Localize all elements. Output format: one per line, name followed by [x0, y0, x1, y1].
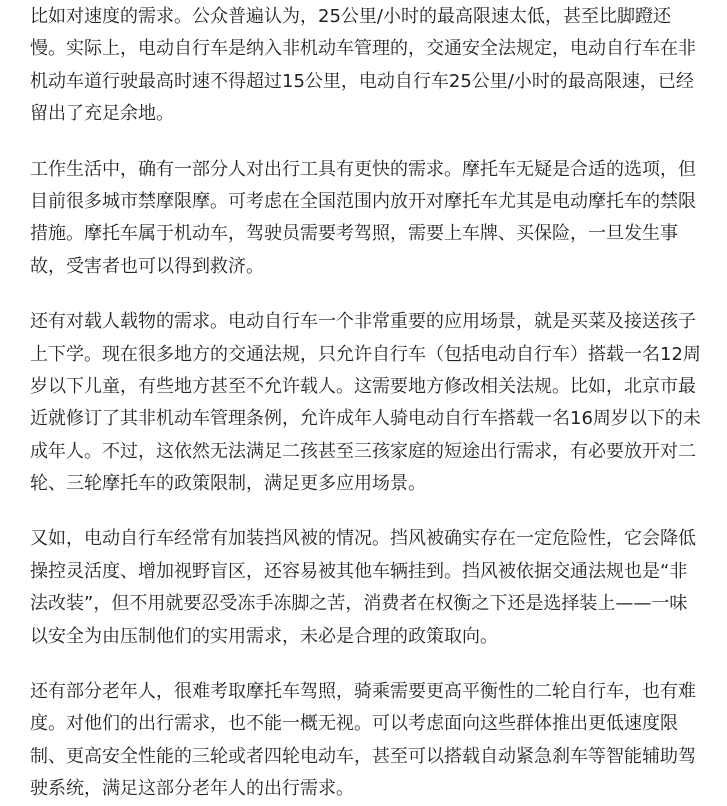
text-line: 机动车道行驶最高时速不得超过15公里，电动自行车25公里/小时的最高限速，已经	[30, 70, 694, 92]
paragraph-elderly	[30, 676, 715, 806]
paragraph-gap	[30, 131, 715, 154]
text-line: 成年人。不过，这依然无法满足二孩甚至三孩家庭的短途出行需求，有必要放开对二	[30, 440, 696, 462]
text-line: 近就修订了其非机动车管理条例，允许成年人骑电动自行车搭载一名16周岁以下的未	[30, 408, 701, 430]
text-line: 工作生活中，确有一部分人对出行工具有更快的需求。摩托车无疑是合适的选项，但	[30, 158, 696, 180]
paragraph-motorcycle	[30, 154, 715, 284]
text-line: 驶系统，满足这部分老年人的出行需求。	[30, 778, 354, 800]
paragraph-gap	[30, 500, 715, 523]
text-line: 以安全为由压制他们的实用需求，未必是合理的政策取向。	[30, 625, 498, 647]
text-line: 措施。摩托车属于机动车，驾驶员需要考驾照，需要上车牌、买保险，一旦发生事	[30, 223, 678, 245]
paragraph-passenger-cargo	[30, 306, 715, 500]
text-line: 又如，电动自行车经常有加装挡风被的情况。挡风被确实存在一定危险性，它会降低	[30, 528, 696, 550]
text-line: 度。对他们的出行需求，也不能一概无视。可以考虑面向这些群体推出更低速度限	[30, 713, 678, 735]
paragraph-windshield	[30, 523, 715, 653]
text-line: 法改装”，但不用就要忍受冻手冻脚之苦，消费者在权衡之下还是选择装上——一味	[30, 593, 688, 615]
text-line: 操控灵活度、增加视野盲区，还容易被其他车辆挂到。挡风被依据交通法规也是“非	[30, 560, 688, 582]
text-line: 还有部分老年人，很难考取摩托车驾照，骑乘需要更高平衡性的二轮自行车，也有难	[30, 681, 696, 703]
text-line: 故，受害者也可以得到救济。	[30, 255, 264, 277]
paragraph-speed-demand	[30, 1, 715, 131]
text-line: 制、更高安全性能的三轮或者四轮电动车，甚至可以搭载自动紧急刹车等智能辅助驾	[30, 745, 696, 767]
text-line: 目前很多城市禁摩限摩。可考虑在全国范围内放开对摩托车尤其是电动摩托车的禁限	[30, 190, 696, 212]
text-line: 比如对速度的需求。公众普遍认为，25公里/小时的最高限速太低，甚至比脚蹬还	[30, 6, 671, 27]
paragraph-gap	[30, 653, 715, 676]
paragraph-gap	[30, 283, 715, 306]
text-line: 轮、三轮摩托车的政策限制，满足更多应用场景。	[30, 473, 426, 495]
text-line: 留出了充足余地。	[30, 103, 174, 125]
text-line: 上下学。现在很多地方的交通法规，只允许自行车（包括电动自行车）搭载一名12周	[30, 343, 701, 365]
text-line: 慢。实际上，电动自行车是纳入非机动车管理的，交通安全法规定，电动自行车在非	[30, 38, 696, 60]
article-body	[30, 0, 715, 806]
text-line: 还有对载人载物的需求。电动自行车一个非常重要的应用场景，就是买菜及接送孩子	[30, 311, 696, 333]
text-line: 岁以下儿童，有些地方甚至不允许载人。这需要地方修改相关法规。比如，北京市最	[30, 375, 696, 397]
